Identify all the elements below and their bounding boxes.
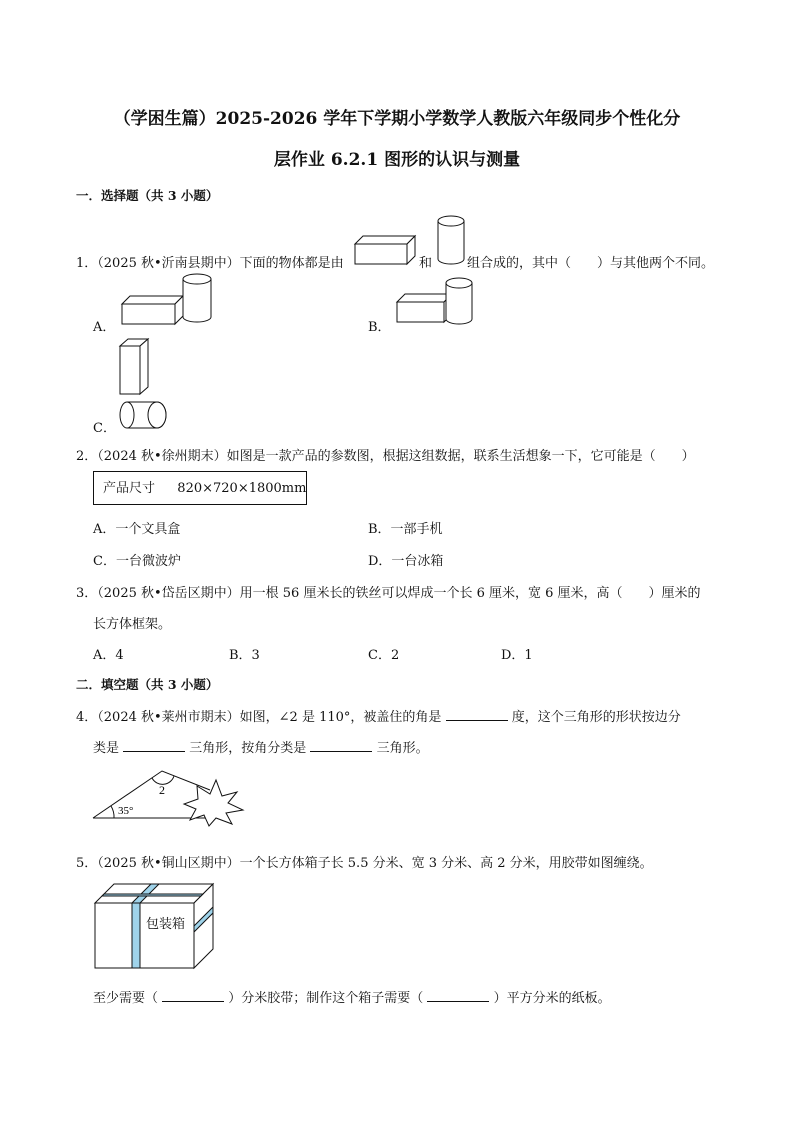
q3-option-c[interactable]: C．2 (368, 648, 400, 663)
section-choice-heading: 一．选择题（共 3 小题） (76, 188, 219, 203)
box-label: 包装箱 (146, 916, 186, 931)
title-line-2: 层作业 6.2.1 图形的认识与测量 (273, 150, 521, 170)
cuboid-icon (354, 235, 416, 265)
q2-option-a[interactable]: A．一个文具盒 (93, 522, 181, 537)
param-value: 820×720×1800mm (177, 481, 307, 496)
triangle-figure (92, 768, 244, 826)
q3-option-b[interactable]: B．3 (229, 648, 260, 663)
q2-option-b[interactable]: B．一部手机 (368, 522, 443, 537)
shape-option-a-icon (121, 272, 213, 327)
q3-line-2: 长方体框架。 (93, 617, 172, 632)
angle-35-label: 35° (118, 805, 134, 817)
q5-text: 5．（2025 秋•铜山区期中）一个长方体箱子长 5.5 分米、宽 3 分米、高 2 分米，用胶带如图缠绕。 (76, 856, 653, 871)
shape-option-c-icon (119, 338, 171, 428)
q5-part1: 至少需要（ (93, 991, 159, 1006)
q1-and: 和 (419, 256, 433, 271)
q4-blank-side-type[interactable] (123, 739, 185, 752)
q1-option-a[interactable]: A． (93, 320, 116, 335)
angle-2-label: 2 (159, 783, 165, 797)
q1-option-c[interactable]: C． (93, 421, 116, 436)
q4-part5: 三角形。 (376, 741, 429, 756)
q4-part1: 4．（2024 秋•莱州市期末）如图，∠2 是 110°，被盖住的角是 (76, 710, 442, 725)
title-line-1: （学困生篇）2025-2026 学年下学期小学数学人教版六年级同步个性化分 (113, 109, 681, 129)
q2-text: 2．（2024 秋•徐州期末）如图是一款产品的参数图，根据这组数据，联系生活想象一下，它可能是（ ） (76, 449, 695, 464)
q4-line-2 (93, 737, 429, 756)
q3-option-a[interactable]: A．4 (93, 648, 124, 663)
q1-suffix: 组合成的，其中（ ）与其他两个不同。 (467, 256, 715, 271)
q5-answer-line (93, 987, 611, 1006)
param-label: 产品尺寸 (103, 481, 156, 496)
cylinder-icon (437, 215, 465, 265)
q4-line-1 (76, 706, 681, 725)
q1-prefix: 1．（2025 秋•沂南县期中）下面的物体都是由 (76, 256, 344, 271)
q1-option-b[interactable]: B． (368, 320, 391, 335)
q2-option-d[interactable]: D．一台冰箱 (368, 554, 444, 569)
q5-part2: ）分米胶带；制作这个箱子需要（ (228, 991, 424, 1006)
q2-option-c[interactable]: C．一台微波炉 (93, 554, 181, 569)
q4-part3: 类是 (93, 741, 120, 756)
package-box-figure (94, 883, 214, 969)
shape-option-b-icon (396, 276, 476, 328)
product-parameter-box (93, 471, 307, 505)
q5-part3: ）平方分米的纸板。 (493, 991, 611, 1006)
q5-blank-tape[interactable] (162, 989, 224, 1002)
q3-line-1: 3．（2025 秋•岱岳区期中）用一根 56 厘米长的铁丝可以焊成一个长 6 厘米，宽 6 厘米，高（ ）厘米的 (76, 586, 701, 601)
starburst-cover (184, 780, 243, 826)
q4-part4: 三角形，按角分类是 (189, 741, 307, 756)
q4-blank-angle[interactable] (446, 708, 508, 721)
q3-option-d[interactable]: D．1 (501, 648, 533, 663)
section-fill-heading: 二．填空题（共 3 小题） (76, 677, 219, 692)
q4-part2: 度，这个三角形的形状按边分 (511, 710, 681, 725)
q4-blank-angle-type[interactable] (310, 739, 372, 752)
q5-blank-area[interactable] (427, 989, 489, 1002)
